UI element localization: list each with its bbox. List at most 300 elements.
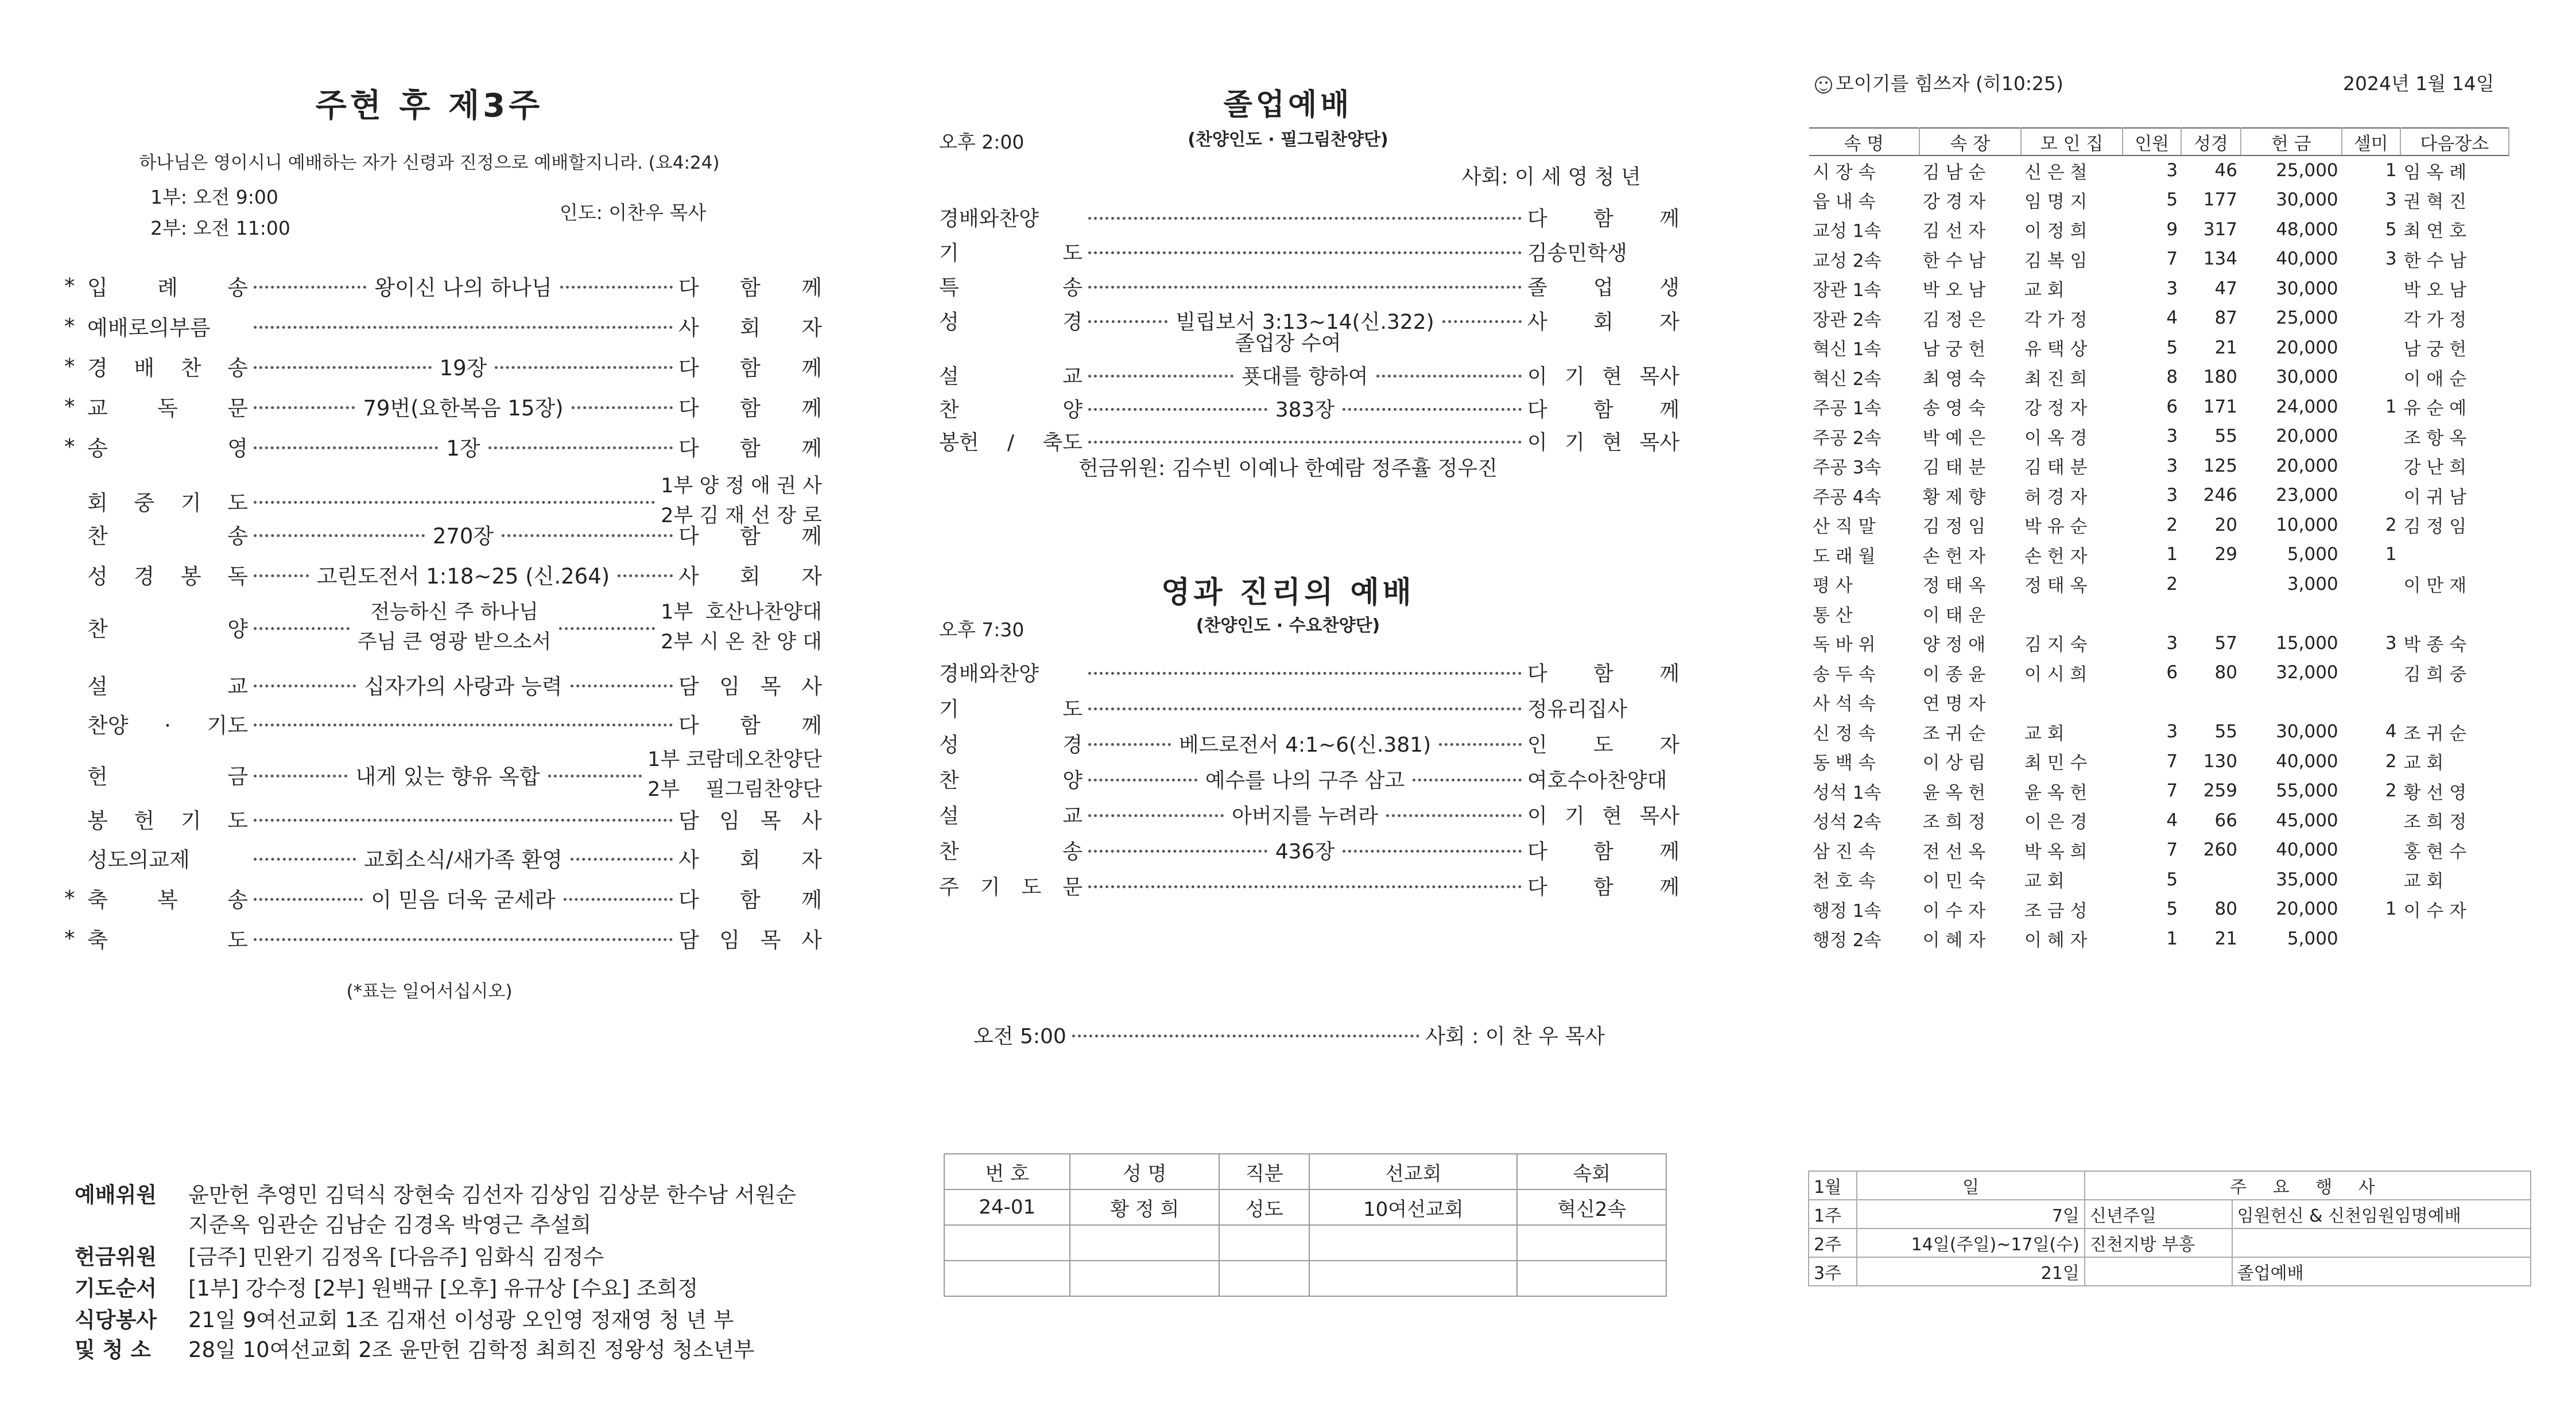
leader-dots [1088,850,1267,853]
group-cell: 조 금 성 [2024,900,2088,922]
group-cell: 4 [2166,810,2178,831]
newcomer-row [944,1225,1666,1261]
newcomer-header: 선교회 [1309,1154,1517,1189]
order-label: 찬양 · 기도 [87,713,248,738]
leader-dots [1088,885,1522,888]
leader-dots [1072,1035,1419,1037]
leader-dots [1088,217,1522,220]
worker-text: [1부] 강수정 [2부] 원백규 [오후] 유규상 [수요] 조희정 [188,1276,699,1301]
group-cell: 21 [2214,928,2237,949]
order-leader: 다 함 께 [678,524,822,549]
group-row [1809,717,2509,747]
group-cell: 손 헌 자 [2024,546,2088,567]
order-leader: 이 기 현 목사 [1527,364,1680,388]
order-label: 봉헌 / 축도 [939,430,1083,454]
group-cell: 박 오 남 [2403,280,2467,301]
graduation-time: 오후 2:00 [939,131,1025,153]
worker-row [75,1207,591,1238]
leader-dots [1376,375,1522,378]
group-cell: 조 희 정 [2403,812,2467,833]
group-row [1809,333,2509,363]
group-row [1809,806,2509,835]
order-title: 고린도전서 1:18~25 (신.264) [316,564,610,589]
group-row [1809,481,2509,511]
events-header: 주 요 행 사 [2085,1171,2531,1200]
order-row [64,307,822,345]
group-cell: 혁신 2속 [1813,368,1881,390]
group-row [1809,540,2509,570]
order-label: 회 중 기 도 [87,491,248,515]
leader-dots [254,685,356,687]
leader-dots [548,775,642,777]
group-row [1809,747,2509,776]
newcomer-table [944,1153,1667,1297]
group-cell [2021,687,2123,717]
standing-marker: * [64,313,75,339]
group-cell: 조 귀 순 [2403,723,2467,744]
group-cell: 55,000 [2276,780,2338,802]
group-cell: 3 [2385,189,2397,211]
group-cell: 3,000 [2287,573,2338,594]
group-cell: 30,000 [2276,278,2338,299]
group-cell: 35,000 [2276,869,2338,890]
order-label: 특 송 [939,275,1083,300]
order-title: 빌립보서 3:13~14(신.322) [1176,310,1434,334]
group-cell: 임 명 지 [2024,191,2088,212]
group-cell: 혁신 1속 [1813,339,1881,360]
group-cell: 2 [2385,514,2397,535]
service-time-2: 2부: 오전 11:00 [150,217,290,239]
leader-dots [254,366,432,369]
leader-dots [1413,779,1522,782]
group-cell: 55 [2214,426,2237,447]
order-label: 축 복 송 [87,888,248,912]
worker-label: 헌금위원 [75,1245,157,1269]
group-cell: 이 귀 남 [2403,487,2467,508]
group-cell: 1 [2385,544,2397,565]
leader-dots [254,938,673,941]
group-cell: 3 [2166,455,2178,476]
newcomer-row [944,1261,1666,1296]
events-header: 1월 [1809,1171,1857,1200]
group-cell: 3 [2166,632,2178,654]
scripture-verse: 하나님은 영이시니 예배하는 자가 신령과 진정으로 예배할지니라. (요4:24) [139,153,720,173]
worker-row [75,1239,604,1270]
group-cell: 3 [2166,278,2178,299]
order-label: 경 배 찬 송 [87,356,248,380]
group-cell: 80 [2214,899,2237,920]
group-cell: 교 회 [2403,753,2444,774]
group-header: 인원 [2123,128,2181,155]
leader-dots [254,406,355,409]
leader-dots [1088,320,1167,323]
group-cell [2241,599,2342,629]
group-cell: 30,000 [2276,721,2338,742]
group-cell [2181,599,2241,629]
group-cell: 21 [2214,337,2237,358]
leader-dots [1088,441,1522,444]
events-header: 일 [1857,1171,2085,1200]
group-cell: 한 수 남 [1922,250,1986,271]
group-cell [2342,274,2400,304]
event-cell: 졸업예배 [2232,1257,2531,1286]
order-title: 1장 [446,436,480,461]
newcomer-row [944,1189,1666,1225]
leader-dots [559,627,655,630]
order-leader: 다 함 께 [678,275,822,300]
group-cell [2342,687,2400,717]
event-cell: 14일(주일)~17일(수) [1857,1228,2085,1257]
standing-marker: * [64,885,75,911]
leader-dots [1088,814,1224,817]
newcomer-cell: 10여선교회 [1309,1189,1517,1225]
leader-dots [254,898,363,901]
leader-dots [572,406,673,409]
group-cell [2342,865,2400,895]
order-row [939,232,1679,270]
group-cell: 7 [2166,780,2178,802]
group-cell: 5,000 [2287,544,2338,565]
newcomer-cell [1309,1225,1517,1261]
event-row [1809,1200,2531,1228]
group-cell: 천 호 속 [1813,871,1876,892]
group-cell [2342,422,2400,452]
group-header: 헌 금 [2241,128,2342,155]
standing-marker: * [64,926,75,951]
group-cell [2400,924,2509,954]
worker-text: 28일 10여선교회 2조 윤만헌 김학정 최희진 정왕성 청소년부 [188,1338,755,1362]
order-leader-line: 1부 양 정 애 권 사 [661,475,822,497]
order-row [64,267,822,305]
group-cell: 교성 1속 [1813,221,1881,242]
group-cell: 2 [2385,780,2397,802]
order-title: 79번(요한복음 15장) [363,396,564,421]
leader-dots [1088,707,1522,710]
order-leader: 다 함 께 [678,396,822,421]
group-cell: 이 혜 자 [2024,930,2088,951]
newcomer-cell [1219,1261,1309,1296]
order-label: 성 경 [939,310,1083,334]
group-cell: 김 정 은 [1922,309,1986,331]
group-cell [2342,806,2400,835]
order-row [64,596,822,659]
group-cell: 유 순 예 [2403,398,2467,419]
dawn-time: 오전 5:00 [973,1024,1066,1048]
group-cell: 3 [2166,160,2178,181]
group-cell: 32,000 [2276,662,2338,683]
leader-dots [1343,408,1522,411]
worker-row [75,1271,698,1302]
order-leader: 졸 업 생 [1527,275,1679,300]
order-leader: 다 함 께 [1527,839,1679,864]
order-leader: 사 회 자 [1527,310,1680,334]
group-cell [2342,835,2400,865]
group-cell: 읍 내 속 [1813,191,1876,212]
group-row [1809,451,2509,481]
order-label: 성 경 봉 독 [87,564,248,589]
group-cell: 최 영 숙 [1922,368,1986,390]
order-title: 이 믿음 더욱 굳세라 [371,888,556,912]
order-row [64,347,822,385]
standing-marker: * [64,353,75,379]
order-title-line: 주님 큰 영광 받으소서 [357,631,552,654]
order-label: 예배로의부름 [87,316,211,340]
group-cell: 박 예 은 [1922,427,1986,449]
order-label: 찬 양 [87,617,248,641]
group-row [1809,776,2509,806]
group-cell: 윤 옥 헌 [1922,782,1986,803]
leader-dots [560,286,673,289]
group-cell: 도 래 월 [1813,546,1876,567]
worker-label: 및 청 소 [75,1338,151,1362]
leader-dots [254,574,309,577]
group-cell: 이 태 운 [1922,605,1986,626]
graduation-title: 졸업예배 [1223,88,1353,122]
group-cell: 황 제 향 [1922,487,1986,508]
group-cell: 이 수 자 [1922,900,1986,922]
group-cell: 2 [2385,751,2397,772]
group-header: 다음장소 [2400,128,2509,155]
group-cell: 권 혁 진 [2403,191,2467,212]
order-leader: 다 함 께 [1527,875,1679,899]
group-cell: 이 애 순 [2403,368,2467,390]
group-cell: 24,000 [2276,396,2338,417]
order-leader: 다 함 께 [1527,207,1679,231]
order-label: 성 경 [939,733,1083,757]
order-label: 봉 헌 기 도 [87,808,248,833]
order-row [939,831,1679,869]
leader-dots [1088,375,1233,378]
group-row [1809,599,2509,629]
group-cell [2342,924,2400,954]
group-cell [2342,481,2400,511]
group-cell: 177 [2203,189,2237,211]
group-cell: 15,000 [2276,632,2338,654]
group-cell: 양 정 애 [1922,635,1986,656]
group-cell: 20,000 [2276,337,2338,358]
group-cell: 4 [2385,721,2397,742]
leader-dots [254,534,425,537]
leader-dots [618,574,673,577]
panel-header [1815,69,2063,96]
order-row [939,724,1679,762]
order-title: 270장 [432,524,494,549]
group-cell: 1 [2166,928,2178,949]
group-cell: 홍 현 수 [2403,841,2467,862]
leader-dots [254,724,673,726]
smile-icon [1815,76,1832,94]
order-leader: 다 함 께 [678,713,822,738]
evening-title: 영과 진리의 예배 [1161,576,1415,610]
event-cell: 진천지방 부흥 [2085,1228,2232,1257]
group-cell: 장관 2속 [1813,309,1881,331]
group-cell: 강 정 자 [2024,398,2088,419]
group-cell: 7 [2166,839,2178,861]
standing-marker: * [64,394,75,419]
order-leader [647,745,822,804]
order-leader: 다 함 께 [678,356,823,380]
group-cell: 2 [2166,514,2178,535]
standing-marker: * [64,273,75,298]
order-leader: 여호수아찬양대 [1527,768,1667,792]
group-cell: 23,000 [2276,485,2338,506]
newcomer-header: 성 명 [1070,1154,1219,1189]
group-cell: 정 태 옥 [1922,576,1986,597]
leader-dots [1442,320,1522,323]
event-row [1809,1257,2531,1286]
group-cell: 이 상 림 [1922,753,1986,774]
order-label: 찬 양 [939,398,1083,422]
newcomer-cell: 성도 [1219,1189,1309,1225]
group-cell: 1 [2385,899,2397,920]
group-cell: 180 [2203,367,2237,388]
leader-dots [254,775,347,777]
worker-text: 지준옥 임관순 김남순 김경옥 박영근 추설희 [188,1212,592,1237]
order-label: 헌 금 [87,764,248,789]
group-cell: 3 [2166,426,2178,447]
group-cell: 삼 진 속 [1813,841,1876,862]
order-label: 교 독 문 [87,396,248,421]
event-cell: 2주 [1809,1228,1857,1257]
group-cell: 7 [2166,248,2178,270]
group-cell: 66 [2214,810,2237,831]
group-cell: 30,000 [2276,367,2338,388]
group-cell: 이 민 숙 [1922,871,1986,892]
group-cell [2342,333,2400,363]
group-row [1809,155,2509,185]
newcomer-cell [1517,1261,1666,1296]
group-cell: 김 희 중 [2403,664,2467,685]
newcomer-cell [1070,1225,1219,1261]
leader-dots [254,326,673,329]
group-row [1809,628,2509,658]
order-label: 입 례 송 [87,275,248,300]
group-cell: 1 [2166,544,2178,565]
group-cell: 1 [2385,396,2397,417]
order-label: 주 기 도 문 [939,875,1083,899]
order-label: 기 도 [939,697,1083,721]
leader-dots [495,366,673,369]
group-cell: 교성 2속 [1813,250,1881,271]
order-label: 찬 송 [939,839,1083,864]
group-cell: 신 정 속 [1813,723,1876,744]
group-cell: 강 경 자 [1922,191,1986,212]
service-time-1: 1부: 오전 9:00 [150,186,278,208]
standing-marker: * [64,434,75,459]
group-cell: 5 [2166,337,2178,358]
event-cell [2085,1257,2232,1286]
group-cell: 장관 1속 [1813,280,1881,301]
newcomer-header: 속회 [1517,1154,1666,1189]
group-cell: 87 [2214,308,2237,329]
order-title-line: 전능하신 주 하나님 [370,601,538,624]
worker-label: 예배위원 [75,1183,157,1207]
leader-dots [254,446,438,449]
group-header: 속 명 [1809,128,1919,155]
group-cell: 신 은 철 [2024,162,2088,183]
group-cell: 윤 옥 헌 [2024,782,2088,803]
order-row [64,800,822,838]
group-cell: 주공 3속 [1813,457,1881,479]
group-cell: 130 [2203,751,2237,772]
group-cell [2123,687,2181,717]
group-cell: 시 장 속 [1813,162,1876,183]
group-row [1809,510,2509,540]
order-title: 푯대를 향하여 [1242,364,1368,388]
group-cell [2181,569,2241,599]
group-cell: 교 회 [2403,871,2444,892]
event-cell: 임원헌신 & 신천임원임명예배 [2232,1200,2531,1228]
group-cell: 125 [2203,455,2237,476]
event-row [1809,1228,2531,1257]
order-leader-line: 2부 필그림찬양단 [647,778,823,801]
group-cell: 성석 1속 [1813,782,1881,803]
order-row [64,879,822,917]
group-cell: 사 석 속 [1813,694,1876,715]
cell-group-table [1809,127,2509,954]
group-cell [2400,540,2509,570]
event-cell: 1주 [1809,1200,1857,1228]
order-leader: 사 회 자 [678,847,822,872]
order-row [939,198,1679,236]
group-cell: 134 [2203,248,2237,270]
worker-text: [금주] 민완기 김정옥 [다음주] 임화식 김정수 [188,1245,604,1269]
leader: 인도: 이찬우 목사 [560,201,707,224]
order-label: 설 교 [87,674,248,699]
group-cell: 46 [2214,160,2237,181]
leader-dots [254,286,366,289]
events-table [1808,1171,2531,1286]
group-cell: 손 헌 자 [1922,546,1986,567]
graduation-host: 사회: 이 세 영 청 년 [1461,165,1641,189]
worship-order-panel [0,0,859,1423]
event-cell [2232,1228,2531,1257]
group-cell: 김 복 임 [2024,250,2088,271]
group-cell: 유 택 상 [2024,339,2088,360]
group-row [1809,215,2509,244]
group-cell [2342,658,2400,688]
order-label: 찬 양 [939,768,1083,792]
order-row [64,666,822,703]
group-cell: 송 영 숙 [1922,398,1986,419]
leader-dots [564,898,673,901]
group-cell [2400,599,2509,629]
group-row [1809,658,2509,688]
group-cell: 246 [2203,485,2237,506]
group-cell: 동 백 속 [1813,753,1876,774]
group-cell [2241,687,2342,717]
order-label: 설 교 [939,364,1083,388]
newcomer-cell [1517,1225,1666,1261]
group-cell: 각 가 정 [2403,309,2467,331]
group-cell: 각 가 정 [2024,309,2088,331]
group-row [1809,392,2509,422]
worker-row [75,1303,734,1333]
group-cell: 3 [2166,485,2178,506]
order-row [64,919,822,957]
leader-dots [1088,779,1197,782]
group-cell: 주공 4속 [1813,487,1881,508]
order-leader: 사 회 자 [678,564,822,589]
group-cell: 박 유 순 [2024,516,2088,538]
newcomer-cell [1309,1261,1517,1296]
order-title: 교회소식/새가족 환영 [364,847,562,872]
worker-label: 기도순서 [75,1276,157,1301]
group-cell: 20,000 [2276,455,2338,476]
group-cell: 독 바 위 [1813,635,1876,656]
event-cell: 신년주일 [2085,1200,2232,1228]
worker-label: 식당봉사 [75,1308,157,1332]
